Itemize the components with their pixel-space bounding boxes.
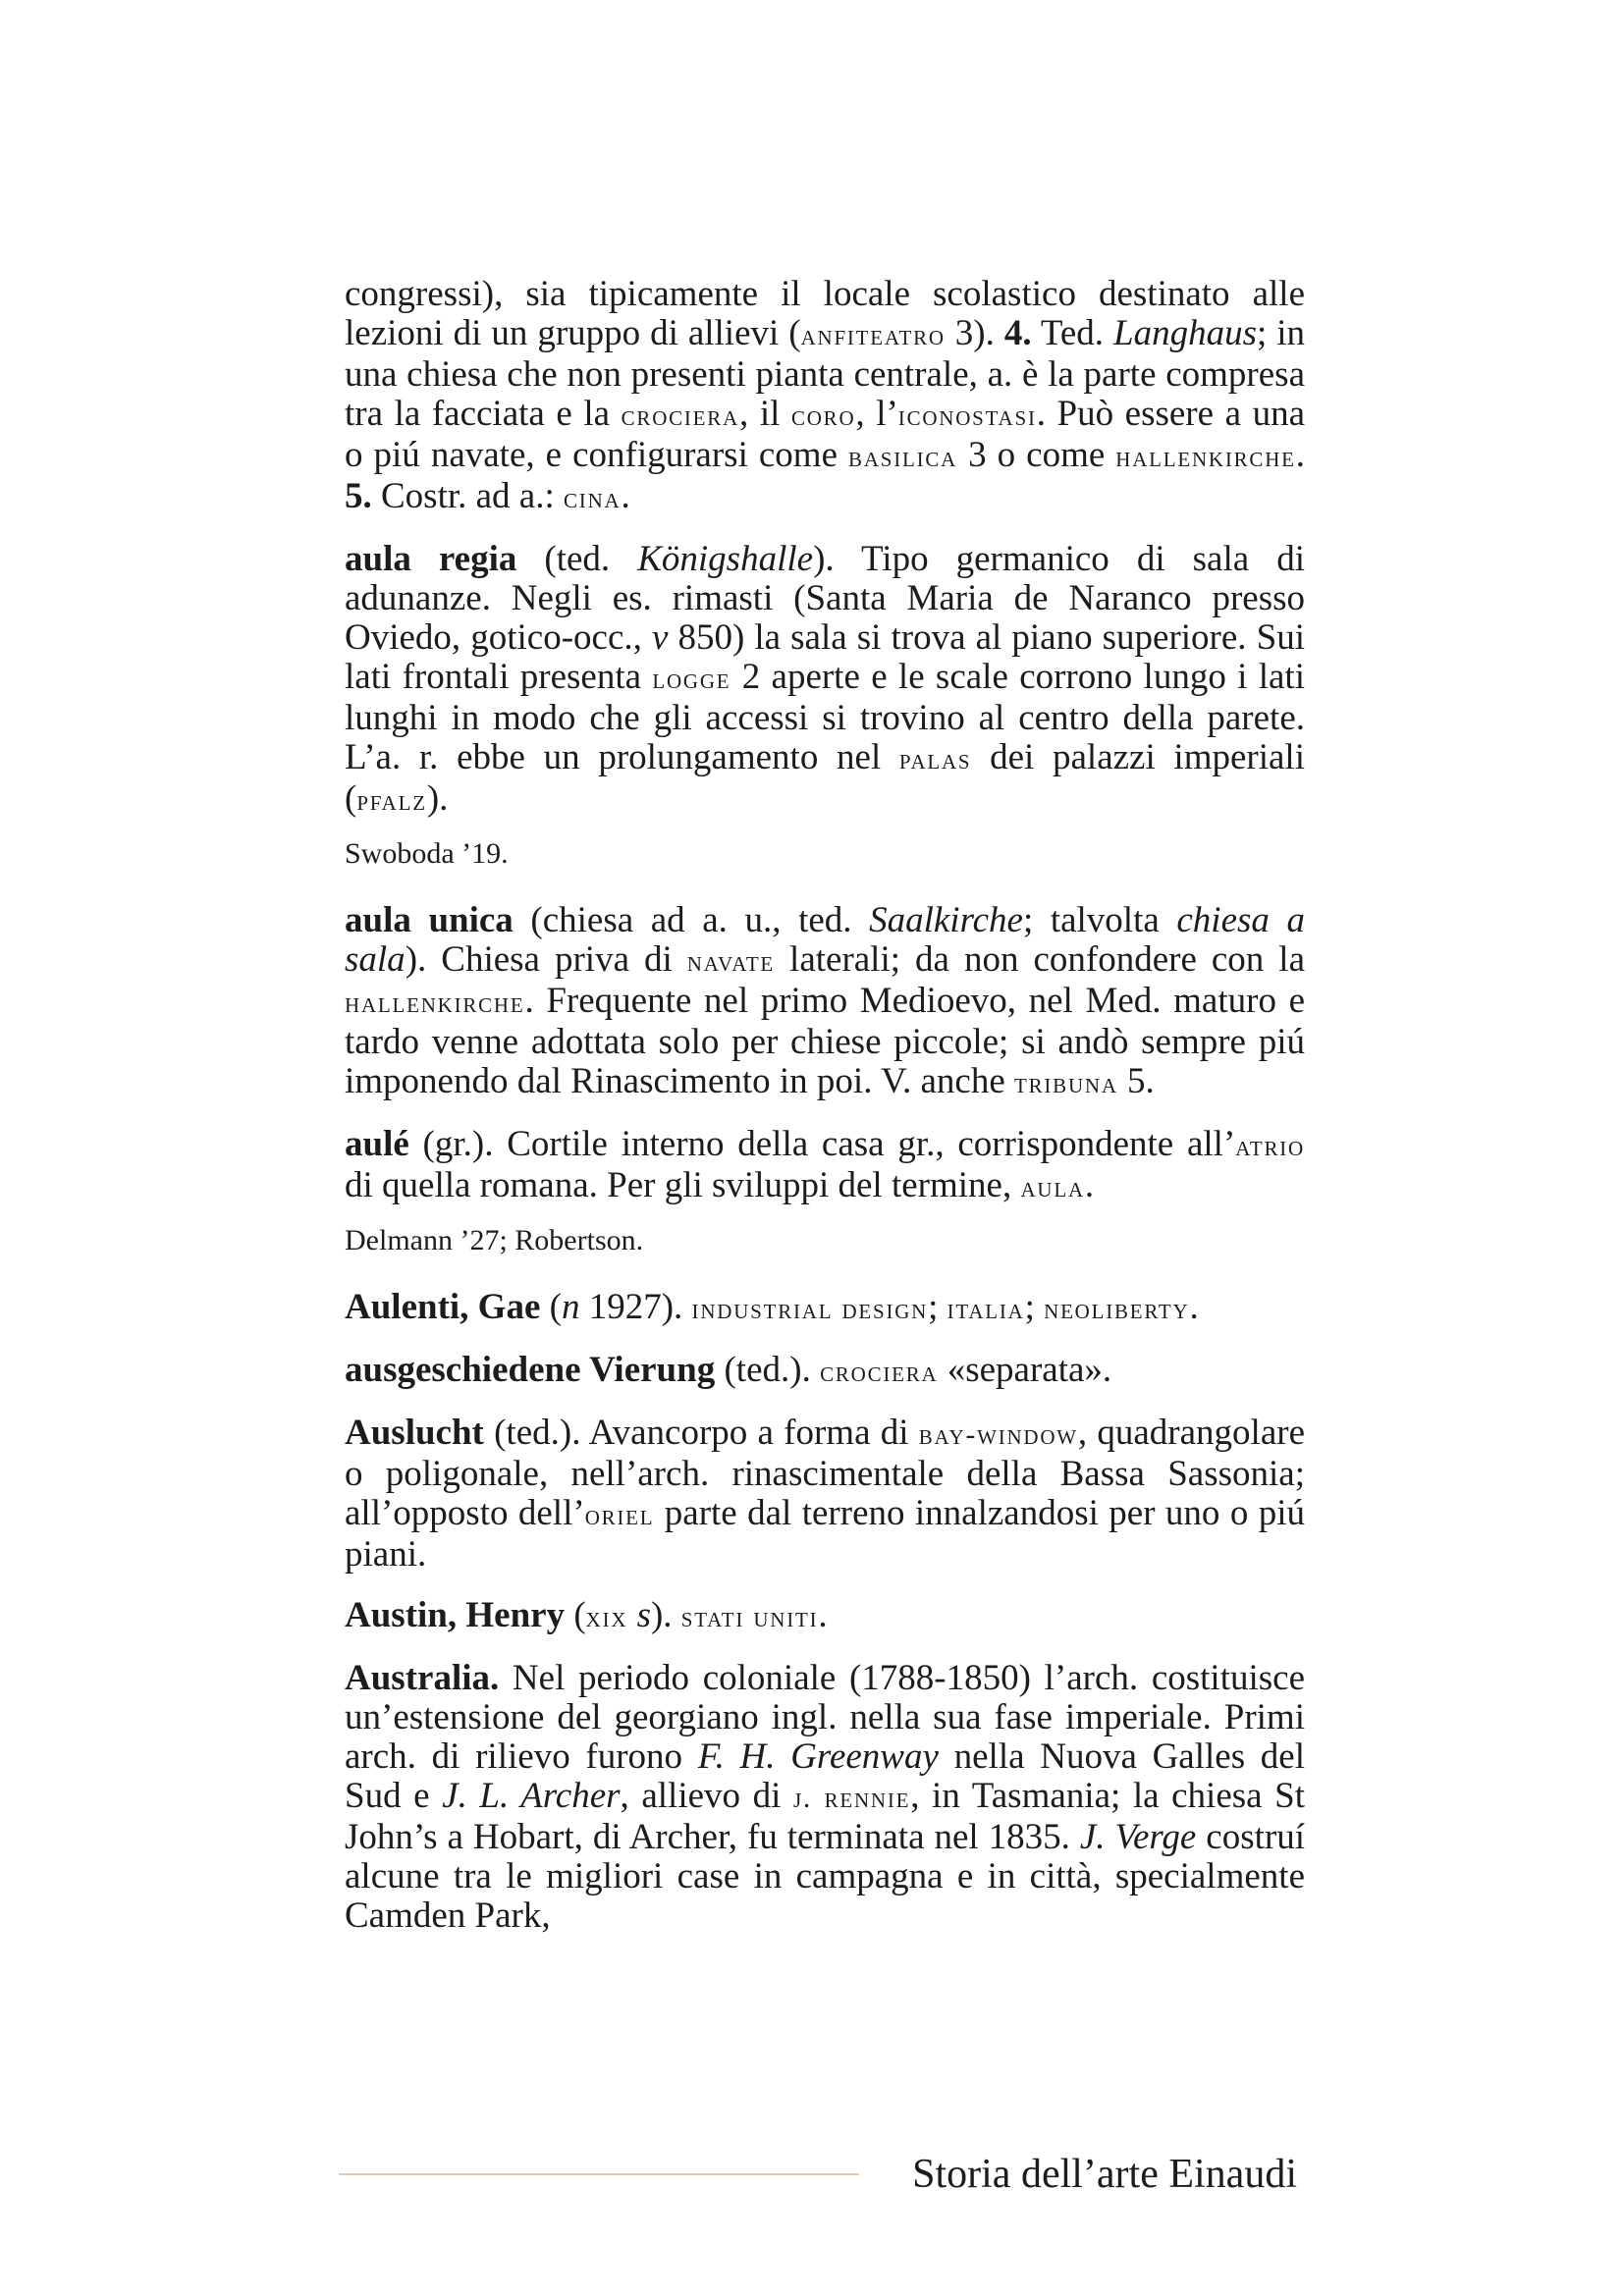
entry-text: Langhaus: [1113, 313, 1257, 353]
entry-text: .: [818, 1595, 828, 1635]
entry-headword: Austin, Henry: [345, 1595, 566, 1635]
bibliography-reference: Swoboda ’19.: [345, 837, 509, 870]
entry-text: «separata».: [938, 1350, 1112, 1390]
entry-text: (chiesa ad a. u., ted.: [513, 900, 870, 940]
entry-text: [627, 1595, 636, 1635]
entry-text: Costr. ad a.:: [371, 476, 565, 516]
cross-reference: tribuna: [1014, 1068, 1118, 1099]
cross-reference: crociera: [621, 400, 740, 432]
entry-paragraph: [345, 1659, 1305, 1936]
dictionary-entry: [345, 901, 1305, 1103]
entry-text: nella Nuova Galles del Sud e: [345, 1736, 1305, 1816]
entry-headword: 4.: [1003, 313, 1032, 353]
entry-text: (ted.: [516, 539, 638, 579]
cross-reference: palas: [898, 744, 972, 775]
cross-reference: j. rennie: [792, 1783, 911, 1814]
footer-title: Storia dell’arte Einaudi: [912, 2152, 1297, 2197]
entry-paragraph: [345, 1125, 1305, 1207]
entry-text: ;: [928, 1287, 947, 1327]
entry-text: 3).: [945, 313, 1004, 353]
entry-text: v: [651, 617, 669, 658]
entry-text: (: [565, 1595, 586, 1635]
entry-text: laterali; da non confondere con la: [775, 939, 1306, 980]
entry-paragraph: [345, 1414, 1305, 1575]
entry-headword: Aulenti, Gae: [345, 1287, 541, 1327]
entry-text: ). Chiesa priva di: [405, 939, 687, 980]
dictionary-entry: [345, 1659, 1305, 1936]
entry-text: , quadrangolare o poligonale, nell’arch. rinascimentale della Bassa Sassonia; all’opposto dell’: [345, 1413, 1305, 1533]
entry-paragraph: [345, 1288, 1305, 1329]
entry-text: parte dal terreno innalzandosi per uno o piú piani.: [345, 1493, 1305, 1575]
cross-reference: bay-window: [918, 1419, 1078, 1451]
entry-text: 2 aperte e le scale corrono lungo i lati lunghi in modo che gli accessi si trovino al centro della parete. L’a. r. ebbe un prolungamento nel: [345, 657, 1305, 777]
dictionary-entry: [345, 540, 1305, 821]
entry-text: 5.: [1117, 1061, 1155, 1101]
cross-reference: oriel: [584, 1500, 655, 1531]
cross-reference: aula: [1020, 1172, 1085, 1203]
cross-reference: atrio: [1235, 1131, 1305, 1162]
entry-paragraph: [345, 901, 1305, 1103]
dictionary-entry: [345, 275, 1305, 518]
entry-text: (ted.). Avancorpo a forma di: [483, 1413, 919, 1453]
entry-paragraph: [345, 1351, 1305, 1392]
entry-paragraph: [345, 540, 1305, 821]
dictionary-entry: [345, 1125, 1305, 1207]
entry-text: Nel periodo coloniale (1788-1850) l’arch. costituisce un’estensione del georgiano ingl. nella sua fase imperiale. Primi arch. di rilievo furono: [345, 1658, 1305, 1777]
entry-text: .: [621, 476, 630, 516]
entry-text: .: [1084, 1165, 1095, 1205]
entry-text: (ted.).: [715, 1350, 821, 1390]
entry-text: chiesa a sala: [345, 900, 1305, 980]
cross-reference: pfalz: [356, 785, 427, 817]
cross-reference: hallenkirche: [345, 988, 525, 1019]
entry-text: ).: [650, 1595, 681, 1635]
cross-reference: industrial design: [691, 1294, 929, 1325]
dictionary-entry: [345, 1596, 1305, 1637]
entry-text: Ted.: [1031, 313, 1113, 353]
cross-reference: stati uniti: [680, 1602, 819, 1633]
entry-text: 1927).: [579, 1287, 692, 1327]
entry-text: J. L. Archer: [442, 1776, 621, 1816]
entry-paragraph: [345, 1596, 1305, 1637]
entry-headword: ausgeschiedene Vierung: [345, 1350, 716, 1390]
entry-headword: aula unica: [345, 900, 514, 940]
cross-reference: coro: [790, 400, 856, 432]
entry-text: 3 o come: [957, 435, 1116, 475]
dictionary-entry: [345, 1351, 1305, 1392]
cross-reference: logge: [652, 664, 731, 695]
entry-paragraph: [345, 275, 1305, 518]
cross-reference: crociera: [820, 1357, 939, 1388]
cross-reference: anfiteatro: [800, 320, 946, 351]
entry-text: J. Verge: [1079, 1817, 1197, 1857]
entry-text: (: [540, 1287, 562, 1327]
entry-text: , l’: [855, 394, 898, 434]
entry-text: congressi), sia tipicamente il locale scolastico destinato alle lezioni di un gruppo di allievi (: [345, 274, 1305, 353]
entry-text: s: [636, 1595, 651, 1635]
entry-text: di quella romana. Per gli sviluppi del termine,: [345, 1165, 1021, 1205]
cross-reference: neoliberty: [1044, 1294, 1190, 1325]
entry-headword: aula regia: [345, 539, 517, 579]
cross-reference: hallenkirche: [1115, 442, 1296, 473]
dictionary-text: [345, 275, 1305, 1957]
entry-text: , allievo di: [620, 1776, 793, 1816]
entry-text: , il: [739, 394, 791, 434]
cross-reference: iconostasi: [897, 400, 1037, 432]
cross-reference: cina: [564, 483, 622, 514]
entry-text: ; in una chiesa che non presenti pianta centrale, a. è la parte compresa tra la facciata e la: [345, 313, 1305, 434]
entry-text: Königshalle: [637, 539, 814, 579]
entry-text: dei palazzi imperiali (: [345, 737, 1305, 819]
cross-reference: italia: [947, 1294, 1025, 1325]
cross-reference: navate: [686, 946, 776, 978]
entry-text: ;: [1024, 1287, 1045, 1327]
entry-headword: Australia.: [345, 1658, 500, 1698]
cross-reference: xix: [585, 1602, 628, 1633]
entry-text: ).: [426, 778, 449, 819]
entry-text: , in Tasmania; la chiesa St John’s a Hobart, di Archer, fu terminata nel 1835.: [345, 1776, 1306, 1857]
footer-rule: [339, 2173, 859, 2175]
dictionary-entry: [345, 1288, 1305, 1329]
bibliography-reference: Delmann ’27; Robertson.: [345, 1224, 644, 1256]
entry-text: .: [1295, 435, 1306, 475]
entry-text: .: [1189, 1287, 1199, 1327]
dictionary-entry: [345, 1414, 1305, 1575]
entry-text: 850) la sala si trova al piano superiore. Sui lati frontali presenta: [345, 617, 1305, 697]
entry-text: ; talvolta: [1022, 900, 1177, 940]
entry-text: costruí alcune tra le migliori case in campagna e in città, specialmente Camden Park,: [345, 1817, 1306, 1936]
entry-headword: aulé: [345, 1124, 409, 1164]
entry-text: Saalkirche: [869, 900, 1023, 940]
entry-headword: Auslucht: [345, 1413, 484, 1453]
entry-text: F. H. Greenway: [697, 1736, 939, 1777]
entry-text: . Può essere a una o piú navate, e configurarsi come: [345, 394, 1305, 475]
entry-text: ). Tipo germanico di sala di adunanze. Negli es. rimasti (Santa Maria de Naranco presso Oviedo, gotico-occ.,: [345, 539, 1305, 658]
entry-text: (gr.). Cortile interno della casa gr., corrispondente all’: [408, 1124, 1236, 1164]
entry-headword: 5.: [345, 476, 372, 516]
cross-reference: basilica: [848, 442, 958, 473]
entry-text: n: [561, 1287, 580, 1327]
entry-text: . Frequente nel primo Medioevo, nel Med. maturo e tardo venne adottata solo per chiese piccole; si andò sempre piú imponendo dal Rinascimento in poi. V. anche: [345, 981, 1305, 1101]
